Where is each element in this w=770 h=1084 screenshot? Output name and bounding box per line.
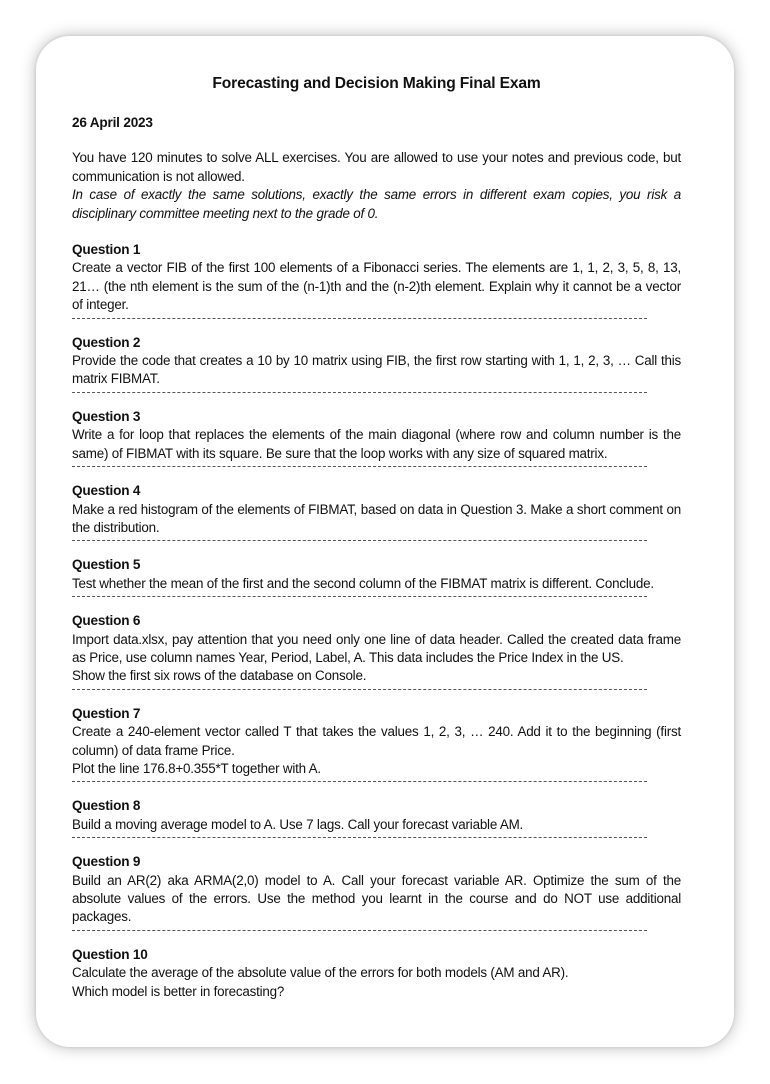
question-heading: Question 10 bbox=[72, 946, 148, 962]
question-10 bbox=[72, 946, 681, 1001]
question-heading: Question 6 bbox=[72, 613, 141, 629]
dashed-divider bbox=[72, 927, 681, 935]
exam-title: Forecasting and Decision Making Final Exam bbox=[212, 75, 541, 92]
dashed-divider bbox=[72, 834, 681, 842]
dashed-divider bbox=[72, 463, 681, 471]
dashed-divider bbox=[72, 686, 681, 694]
question-text: Calculate the average of the absolute value of the errors for both models (AM and AR). bbox=[72, 965, 569, 981]
question-text: Test whether the mean of the first and the second column of the FIBMAT matrix is different. Conclude. bbox=[72, 575, 654, 591]
question-4 bbox=[72, 482, 681, 537]
question-text: Plot the line 176.8+0.355*T together with A. bbox=[72, 760, 321, 776]
exam-instructions bbox=[72, 149, 681, 223]
question-text: Build a moving average model to A. Use 7 lags. Call your forecast variable AM. bbox=[72, 816, 524, 832]
question-text: Create a vector FIB of the first 100 elements of a Fibonacci series. The elements are 1, 1, 2, 3, 5, 8, 13, 21… (the nth element is the sum of the (n-1)th and the (n-2)th element. Explain why it cannot be a vector of integer. bbox=[72, 260, 681, 313]
question-text: Create a 240-element vector called T that takes the values 1, 2, 3, … 240. Add it to the beginning (first column) of data frame Price. bbox=[72, 724, 681, 758]
question-heading: Question 9 bbox=[72, 854, 141, 870]
dashed-divider bbox=[72, 389, 681, 397]
dashed-divider bbox=[72, 315, 681, 323]
question-9 bbox=[72, 853, 681, 927]
exam-content bbox=[72, 74, 681, 1001]
question-2 bbox=[72, 334, 681, 389]
question-3 bbox=[72, 408, 681, 463]
question-heading: Question 5 bbox=[72, 557, 141, 573]
dashed-divider bbox=[72, 537, 681, 545]
exam-page bbox=[36, 36, 734, 1047]
question-text: Show the first six rows of the database on Console. bbox=[72, 668, 367, 684]
question-text: Make a red histogram of the elements of FIBMAT, based on data in Question 3. Make a short comment on the distribution. bbox=[72, 501, 681, 535]
question-6 bbox=[72, 612, 681, 686]
dashed-divider bbox=[72, 593, 681, 601]
question-heading: Question 2 bbox=[72, 334, 141, 350]
question-text: Write a for loop that replaces the elements of the main diagonal (where row and column number is the same) of FIBMAT with its square. Be sure that the loop works with any size of squared matrix. bbox=[72, 427, 681, 461]
question-heading: Question 3 bbox=[72, 408, 141, 424]
question-7 bbox=[72, 705, 681, 779]
question-text: Which model is better in forecasting? bbox=[72, 983, 285, 999]
question-heading: Question 8 bbox=[72, 798, 141, 814]
question-1 bbox=[72, 241, 681, 315]
question-text: Build an AR(2) aka ARMA(2,0) model to A. Call your forecast variable AR. Optimize the sum of the absolute values of the errors. Use the method you learnt in the course and do NOT use additional packages. bbox=[72, 872, 681, 925]
question-text: Provide the code that creates a 10 by 10 matrix using FIB, the first row starting with 1, 1, 2, 3, … Call this matrix FIBMAT. bbox=[72, 353, 681, 387]
instructions-text: You have 120 minutes to solve ALL exercises. You are allowed to use your notes and previous code, but communication is not allowed. bbox=[72, 150, 681, 184]
question-heading: Question 4 bbox=[72, 483, 141, 499]
dashed-divider bbox=[72, 778, 681, 786]
question-8 bbox=[72, 797, 681, 834]
question-5 bbox=[72, 556, 681, 593]
integrity-warning: In case of exactly the same solutions, exactly the same errors in different exam copies, you risk a disciplinary committee meeting next to the grade of 0. bbox=[72, 187, 681, 221]
question-heading: Question 7 bbox=[72, 705, 141, 721]
question-heading: Question 1 bbox=[72, 242, 141, 258]
exam-date: 26 April 2023 bbox=[72, 115, 153, 130]
question-text: Import data.xlsx, pay attention that you need only one line of data header. Called the created data frame as Price, use column names Year, Period, Label, A. This data includes the Price Index in the US. bbox=[72, 631, 681, 665]
